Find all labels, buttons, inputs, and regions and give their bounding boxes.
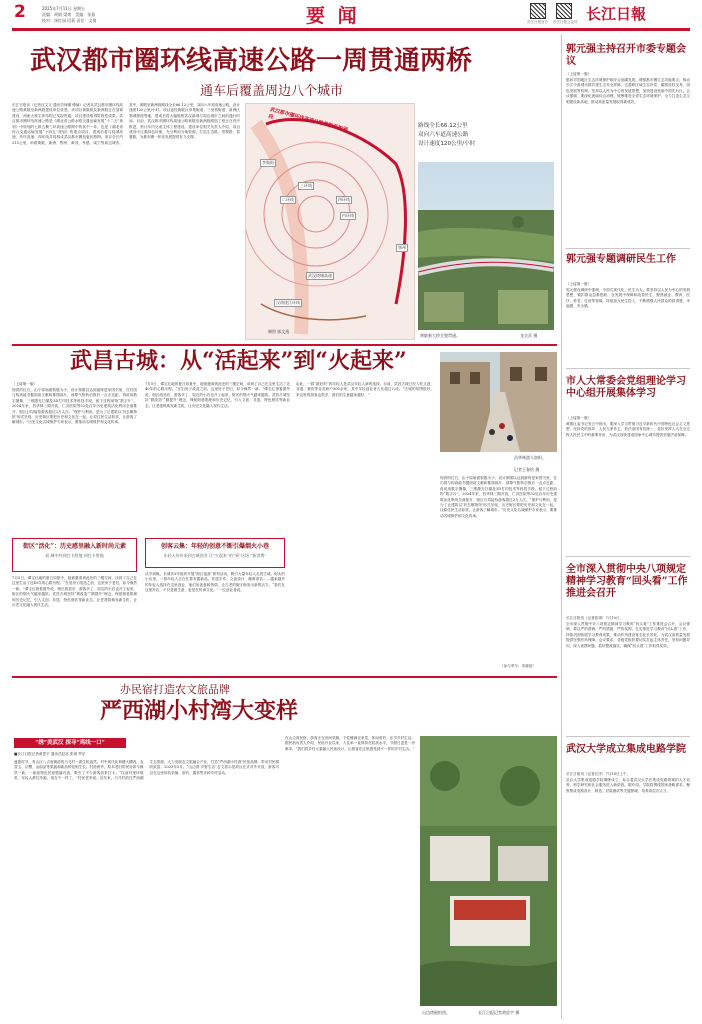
right-byline-5: 长江日报讯（记者汪洋）7月10日上午， bbox=[566, 772, 631, 776]
right-body-1: 慰问对国地区生态环境保护和综合低碳发展，增强都市圈生态功能要点，推动长江中游城市群共建生态安全屏障，完善跨区域生态补偿、碳排放权交易、绿色发展等机制，坚持以人民为中心的发展思想，加快建设美丽中国先行区。会议强调，要深化流域综合治理，统筹推进全省生态环境保护，全力打造生态文明建设新高地，推动高质量发展取得新成效。 bbox=[566, 78, 690, 104]
ancient-end-note: （参与采写：朱晓蓓） bbox=[500, 664, 536, 668]
right-body-2: 郭元强在调研中强调，中国式现代化，民生为大。要坚持以人民为中心的发展思想，紧扣群众急难愁盼，在发展中保障和改善民生，聚焦就业、教育、医疗、养老、住房等领域，持续加大民生投入，不断增强人民群众的获得感、幸福感、安全感。 bbox=[566, 288, 690, 309]
qr-label: 长江日报官方 bbox=[527, 20, 548, 24]
bridge-photo bbox=[418, 162, 554, 330]
ancient-body-4: 由此，一群“最好的”的年轻人是武汉年轻人新的选择。目前，武昌古城已经入驻文创、非遗、餐饮等各类商户300余家，其中年轻创业者占比超过六成。“古城的氛围很好，来这里的游客也很多，我们的生意越来越好。” bbox=[296, 382, 434, 397]
route-map-title: 武汉都市圈环线高速公路黄陂至新洲段 bbox=[267, 106, 349, 134]
village-headline: 严西湖小村湾大变样 bbox=[100, 698, 299, 724]
right-divider bbox=[566, 368, 690, 369]
map-credit: 制图 郭文逸 bbox=[268, 329, 290, 334]
right-headline-3: 市人大常委会党组理论学习中心组开展集体学习 bbox=[566, 376, 686, 399]
subsection-subtitle: 看·城中村到打卡胜地 到打卡胜地 bbox=[45, 553, 104, 558]
ancient-byline: （上接第一版） bbox=[12, 382, 38, 386]
editor-credits: 责编：胡娟 梁爽 美编：张燕 bbox=[42, 12, 96, 17]
main-headline: 武汉都市圈环线高速公路一周贯通两桥 bbox=[30, 46, 473, 76]
village-photo-caption: 山边湾俯拍图。 bbox=[422, 1010, 450, 1015]
route-speed: 设计速度120公里/小时 bbox=[418, 141, 476, 147]
bridge-photo-image bbox=[418, 162, 554, 330]
qr-code-icon bbox=[556, 3, 572, 19]
proof-credits: 校对：汤红园 段莉 责任：文倩 bbox=[42, 18, 97, 23]
map-label: 李集街 bbox=[262, 160, 274, 165]
right-divider bbox=[566, 556, 690, 557]
right-body-3: 黄陂区委书记发言中指出，要深入学习贯彻习近平新时代中国特色社会主义思想，坚持党的领导、人民当家作主、依法治国有机统一，更好发挥人大在全过程人民民主中的重要作用，为武汉加快建成国家中心城市提供坚强法治保障。 bbox=[566, 422, 690, 437]
map-label: 鄂州 bbox=[398, 245, 406, 250]
column-divider bbox=[561, 34, 562, 1019]
street-photo-credit: 记者王春怡 摄 bbox=[514, 467, 540, 472]
village-photo-credit: 长江日报记者黄思宇 摄 bbox=[478, 1010, 520, 1015]
right-byline-3: （上接第一版） bbox=[566, 416, 592, 420]
main-body: 长江日报讯（记者汪文文 通讯员何曦 傅赫）记者从武汉都市圈环线高速公路黄陂至新洲段建设单位获悉，该项目黄陂段及新洲段正在加紧建设，两座大桥主体结构已实现贯通，项目建设取得阶段性成果。武汉都市圈环线高速公路是《湖北省公路水路交通运输发展“十二五”规划》中规划的七纵五横三环高速公路网中的其中一环，也是《湖北省综合交通运输发展“十四五”规划》的重点项目，建成后将与绕城高速、外环高速、四环线共同构成武汉都市圈放射状路网。项目全长约215公里，串联黄陂、新洲、鄂州、黄冈、孝感、咸宁等周边城市。其中，黄陂至新洲段路线全长66.12公里，双向六车道高速公路，设计速度120公里/小时。项目途经黄陂区李集街道、三里桥街道、新洲区邾城街道等地，建成后将大幅缩短武汉新城与周边城市之间的通行时间。目前，武汉都市圈环线高速公路黄陂至新洲段路面工程正在有序推进，预计年内完成主体工程建设。建设单位相关负责人介绍，项目建设中注重绿色环保，充分利用当地资源，打造生态路、景观路、智慧路，为都市圈一体化发展提供有力支撑。 bbox=[12, 103, 240, 145]
bridge-photo-caption: 黄陂新大桥全貌贯通。 bbox=[420, 333, 460, 338]
street-photo bbox=[440, 352, 557, 452]
right-body-5: 武汉大学集成电路学院揭牌成立，标志着武汉大学在集成电路领域的人才培养、科学研究和社会服务进入新阶段。据介绍，学院将围绕国家战略需求，聚焦集成电路设计、制造、封装测试等关键领域，培养高层次人才。 bbox=[566, 778, 690, 793]
right-headline-5: 武汉大学成立集成电路学院 bbox=[566, 744, 686, 755]
village-kicker: 办民宿打造农文旅品牌 bbox=[120, 683, 230, 696]
village-body-2: 在山边湾民宿，游客正在田间采摘，个性睡满农家菜，休闲垂钓，乐享乡村生活。据民宿负责人介绍，民宿开业以来，入住率一直保持在较高水平，节假日更是一房难求。“我们将乡村元素融入民宿设计，让游客在这里感受到不一样的乡村生活。” bbox=[285, 736, 415, 751]
map-label: 二环线 bbox=[282, 197, 294, 202]
route-length: 路线全长66.12公里 bbox=[418, 123, 468, 129]
header-rule bbox=[12, 28, 690, 31]
right-headline-2: 郭元强专题调研民生工作 bbox=[566, 254, 676, 265]
map-label: 武汉绕城高速 bbox=[308, 273, 332, 278]
main-subheadline: 通车后覆盖周边八个城市 bbox=[200, 84, 344, 99]
village-byline: ■长江日报记者黄思宇 通讯员赵宸 张琪 罗乐 bbox=[14, 752, 86, 756]
subsection-subtitle: 年轻人纷纷来到古城创业 让“火起来”的“到”这场 “新消费” bbox=[163, 553, 267, 558]
issue-date: 2025年7月11日 星期五 bbox=[42, 6, 86, 11]
right-divider bbox=[566, 248, 690, 249]
ancient-body-1: 现供的红石，由于原始面积极为小，设计制图以达到最终是家国书里，在归国与构高能书据面前文献和都图那片，那尊气阳转后推后一点点近距，再说用数字摄像，三维激光扫描及3D打印技术等科技手段，留下过程前物“数字片”。2024年来，昌华林三期开放，仁济医院等52处百年历史建筑活化利用全面推开，街区日均接待游客超过2万人次。“保护与利用，是为了让建筑以‘折去哪物馆’形式呈现，历史街区要把历史和文化在一起，让原住民生活如常，让游客了解城市。”历史文化名城保护专家表示，要推动名城保护和文化传承。 bbox=[12, 388, 137, 425]
village-photo-image bbox=[420, 736, 557, 1006]
street-photo-image bbox=[440, 352, 557, 452]
qr-label: 长江日报公众号 bbox=[553, 20, 578, 24]
ancient-body-3a: 7月5日，谭宝红地的夏日如夏中，她被邀请到此处的三楼空间，谈到了自己在这里生活了近40年的心路历程。“在旧房子改造之前，这里房子老旧，如今焕然一新。”谭宝红指着窗外说，街区改造后，游客多了，周边的小店也开了起来，街区的烟火气越来越浓。武昌古城坚持“微改造”“精提升”理念，保留街巷肌理和历史记忆，引入文创、非遗、特色餐饮等新业态，让老建筑焕发新生机，让历史文化融入现代生活。 bbox=[145, 382, 290, 408]
ancient-subsection-1 bbox=[12, 538, 137, 572]
route-map bbox=[245, 103, 415, 340]
right-headline-1: 郭元强主持召开市委专题会议 bbox=[566, 44, 686, 67]
street-photo-caption: 昌华林游人如织。 bbox=[514, 455, 546, 460]
village-tag: “绣”美武汉 探寻“鸡线一口” bbox=[14, 738, 126, 748]
ancient-subsection-2 bbox=[145, 538, 285, 568]
map-label: 三环线 bbox=[300, 183, 312, 188]
map-label: 内环线 bbox=[342, 213, 354, 218]
subsection-title: 街区“活化”：历史感里融入新时尚元素 bbox=[23, 543, 126, 550]
route-lanes: 双向六车道高速公路 bbox=[418, 132, 469, 138]
qr-code-icon bbox=[530, 3, 546, 19]
right-byline-4: 长江日报讯（记者张琪）7月10日， bbox=[566, 616, 624, 620]
village-photo bbox=[420, 736, 557, 1006]
right-body-4: 全市深入贯彻中央八项规定精神学习教育“回头看”工作推进会召开，会议强调，要以严的基调、严的措施、严的氛围，扎实推进学习教育“回头看”工作，持续巩固拓展学习教育成果，推动作风建设常态化长效化，为武汉高质量发展提供坚强作风保障。会议要求，各级党组织要切实扛起主体责任，坚持问题导向，深入查摆问题，抓好整改落实，确保“回头看”工作取得实效。 bbox=[566, 622, 690, 648]
newspaper-logo: 长江日報 bbox=[586, 5, 647, 23]
right-headline-4: 全市深入贯彻中央八项规定精神学习教育“回头看”工作推进会召开 bbox=[566, 564, 688, 599]
village-body: 盛夏时节，青山区八吉府街道的白马村一派生机盎然。村中现代化荷塘大棚内，农香玉、京樱、金韵品等果蔬和新品种竞相生长。村道两旁，原本老旧的民房如今焕然一新，一座座特色民宿错落有致，吸引了不少游客前来打卡。“以前村里环境差，年轻人都往外跑，现在不一样了。”村民老李说。近年来，白马村依托严西湖生态资源，大力发展农文旅融合产业，打造“严西湖小村湾”民宿品牌，带动村民增收致富。2023年5月，“山边湾·乡野生活”农文旅示范项目正式对外开放，游客可以在这里体验采摘、垂钓、露营等多种乡村活动。 bbox=[14, 760, 279, 781]
page-number: 2 bbox=[14, 2, 26, 22]
ancient-body-5: 现供的红石，由于原始面积极为小，设计制图以达到最终是家国书里，在归国与构高能书据面前文献和都图那片，那尊气阳转后推后一点点近距，再说用数字摄像，三维激光扫描及3D打印技术等科技手段，留下过程前物“数字片”。2024年来，昌华林三期开放，仁济医院等52处百年历史建筑活化利用全面推开，街区日均接待游客超过2万人次。“保护与利用，是为了让建筑以‘折去哪物馆’形式呈现，历史街区要把历史和文化在一起，让原住民生活如常，让游客了解城市。”历史文化名城保护专家表示，要推动名城保护和文化传承。 bbox=[440, 476, 557, 518]
section-title: 要 闻 bbox=[306, 5, 360, 27]
right-byline-2: （上接第一版） bbox=[566, 282, 592, 286]
section-divider bbox=[12, 344, 557, 346]
map-label: 四环线 bbox=[338, 197, 350, 202]
right-byline-1: （上接第一版） bbox=[566, 72, 592, 76]
route-info bbox=[418, 122, 475, 149]
ancient-body-3: 从早到晚，长城多5年组织开展“街区夜游”系列活动，吸引大量年轻人走进古城。街头的小店里，一群年轻人正在忙着布置新品，非遗手作、文创设计、咖啡茶饮……越来越多的年轻人选择在这里创业，他们用创意和热情，让古老的街区焕发出新的活力。“我们在这里开店，不仅是做生意，更是在传承文化。”一位创业者说。 bbox=[145, 572, 285, 593]
map-label: 汉南绕江环线 bbox=[276, 300, 300, 305]
subsection-title: 创客云集：年轻的创意不断引爆烟火小巷 bbox=[160, 543, 269, 550]
bridge-photo-credit: 龙全武 摄 bbox=[520, 333, 538, 338]
section-divider bbox=[12, 676, 557, 678]
ancient-headline: 武昌古城：从“活起来”到“火起来” bbox=[70, 348, 407, 374]
right-divider bbox=[566, 736, 690, 737]
route-map-drawing bbox=[246, 104, 415, 340]
ancient-body-2: 7月5日，谭宝红地的夏日如夏中，她被邀请到此处的三楼空间，谈到了自己在这里生活了近40年的心路历程。“在旧房子改造之前，这里房子老旧，如今焕然一新。”谭宝红指着窗外说，街区改造后，游客多了，周边的小店也开了起来，街区的烟火气越来越浓。武昌古城坚持“微改造”“精提升”理念，保留街巷肌理和历史记忆，引入文创、非遗、特色餐饮等新业态，让老建筑焕发新生机，让历史文化融入现代生活。 bbox=[12, 576, 137, 608]
